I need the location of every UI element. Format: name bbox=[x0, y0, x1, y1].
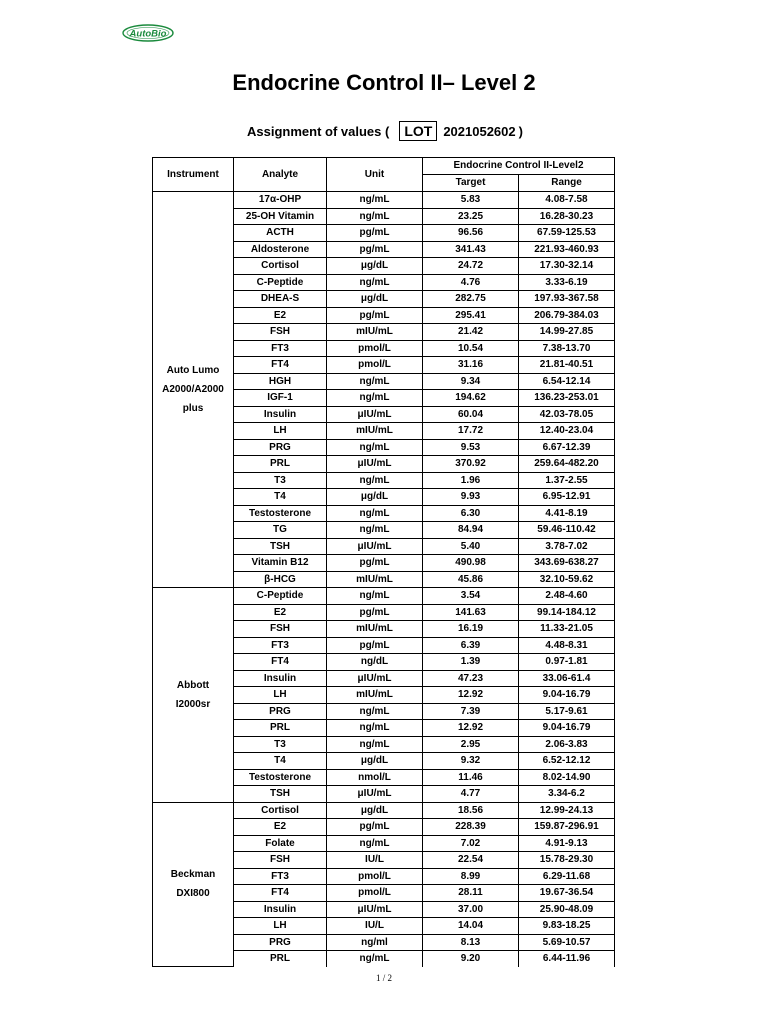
target-cell: 12.92 bbox=[423, 687, 519, 704]
range-cell: 4.48-8.31 bbox=[519, 637, 615, 654]
unit-cell: μg/dL bbox=[327, 291, 423, 308]
unit-cell: ng/mL bbox=[327, 505, 423, 522]
unit-cell: ng/mL bbox=[327, 720, 423, 737]
values-table-body bbox=[153, 192, 615, 967]
target-cell: 282.75 bbox=[423, 291, 519, 308]
unit-cell: pg/mL bbox=[327, 555, 423, 572]
analyte-cell: 25-OH Vitamin bbox=[234, 208, 327, 225]
range-cell: 59.46-110.42 bbox=[519, 522, 615, 539]
analyte-cell: FT3 bbox=[234, 637, 327, 654]
svg-text:AutoBio: AutoBio bbox=[129, 28, 167, 40]
target-cell: 16.19 bbox=[423, 621, 519, 638]
analyte-cell: ACTH bbox=[234, 225, 327, 242]
page-title: Endocrine Control II– Level 2 bbox=[232, 70, 536, 95]
unit-cell: μIU/mL bbox=[327, 538, 423, 555]
target-cell: 3.54 bbox=[423, 588, 519, 605]
unit-cell: mIU/mL bbox=[327, 687, 423, 704]
target-cell: 228.39 bbox=[423, 819, 519, 836]
header-control-level: Endocrine Control II-Level2 bbox=[423, 158, 615, 175]
unit-cell: pmol/L bbox=[327, 340, 423, 357]
analyte-cell: PRG bbox=[234, 934, 327, 951]
target-cell: 370.92 bbox=[423, 456, 519, 473]
range-cell: 4.08-7.58 bbox=[519, 192, 615, 209]
analyte-cell: 17α-OHP bbox=[234, 192, 327, 209]
range-cell: 1.37-2.55 bbox=[519, 472, 615, 489]
instrument-cell bbox=[153, 192, 234, 588]
header-instrument: Instrument bbox=[153, 158, 234, 192]
analyte-cell: Insulin bbox=[234, 670, 327, 687]
unit-cell: mIU/mL bbox=[327, 423, 423, 440]
range-cell: 19.67-36.54 bbox=[519, 885, 615, 902]
target-cell: 7.02 bbox=[423, 835, 519, 852]
target-cell: 8.99 bbox=[423, 868, 519, 885]
analyte-cell: T3 bbox=[234, 736, 327, 753]
unit-cell: ng/mL bbox=[327, 835, 423, 852]
range-cell: 12.40-23.04 bbox=[519, 423, 615, 440]
range-cell: 6.54-12.14 bbox=[519, 373, 615, 390]
header-unit: Unit bbox=[327, 158, 423, 192]
header-range: Range bbox=[519, 175, 615, 192]
unit-cell: IU/L bbox=[327, 852, 423, 869]
instrument-name-line: A2000/A2000 bbox=[162, 384, 224, 395]
analyte-cell: LH bbox=[234, 918, 327, 935]
range-cell: 14.99-27.85 bbox=[519, 324, 615, 341]
target-cell: 5.83 bbox=[423, 192, 519, 209]
target-cell: 9.53 bbox=[423, 439, 519, 456]
target-cell: 9.34 bbox=[423, 373, 519, 390]
range-cell: 15.78-29.30 bbox=[519, 852, 615, 869]
target-cell: 6.39 bbox=[423, 637, 519, 654]
unit-cell: μIU/mL bbox=[327, 456, 423, 473]
unit-cell: ng/mL bbox=[327, 951, 423, 967]
range-cell: 3.33-6.19 bbox=[519, 274, 615, 291]
unit-cell: pmol/L bbox=[327, 885, 423, 902]
unit-cell: pmol/L bbox=[327, 357, 423, 374]
analyte-cell: Aldosterone bbox=[234, 241, 327, 258]
range-cell: 16.28-30.23 bbox=[519, 208, 615, 225]
autobio-logo-graphic bbox=[122, 24, 174, 42]
target-cell: 194.62 bbox=[423, 390, 519, 407]
target-cell: 10.54 bbox=[423, 340, 519, 357]
analyte-cell: LH bbox=[234, 687, 327, 704]
unit-cell: ng/mL bbox=[327, 472, 423, 489]
range-cell: 3.78-7.02 bbox=[519, 538, 615, 555]
range-cell: 2.06-3.83 bbox=[519, 736, 615, 753]
unit-cell: ng/mL bbox=[327, 274, 423, 291]
values-table bbox=[152, 157, 615, 967]
autobio-logo bbox=[122, 24, 174, 42]
analyte-cell: T4 bbox=[234, 489, 327, 506]
analyte-cell: FSH bbox=[234, 324, 327, 341]
target-cell: 21.42 bbox=[423, 324, 519, 341]
analyte-cell: PRL bbox=[234, 951, 327, 967]
unit-cell: ng/mL bbox=[327, 439, 423, 456]
range-cell: 12.99-24.13 bbox=[519, 802, 615, 819]
range-cell: 33.06-61.4 bbox=[519, 670, 615, 687]
analyte-cell: C-Peptide bbox=[234, 274, 327, 291]
range-cell: 6.52-12.12 bbox=[519, 753, 615, 770]
target-cell: 60.04 bbox=[423, 406, 519, 423]
unit-cell: pg/mL bbox=[327, 241, 423, 258]
target-cell: 9.32 bbox=[423, 753, 519, 770]
range-cell: 9.04-16.79 bbox=[519, 720, 615, 737]
analyte-cell: PRL bbox=[234, 456, 327, 473]
range-cell: 343.69-638.27 bbox=[519, 555, 615, 572]
range-cell: 32.10-59.62 bbox=[519, 571, 615, 588]
range-cell: 2.48-4.60 bbox=[519, 588, 615, 605]
range-cell: 4.91-9.13 bbox=[519, 835, 615, 852]
range-cell: 6.44-11.96 bbox=[519, 951, 615, 967]
analyte-cell: FT4 bbox=[234, 885, 327, 902]
target-cell: 1.96 bbox=[423, 472, 519, 489]
range-cell: 11.33-21.05 bbox=[519, 621, 615, 638]
analyte-cell: FT4 bbox=[234, 357, 327, 374]
instrument-cell bbox=[153, 802, 234, 967]
analyte-cell: FSH bbox=[234, 852, 327, 869]
instrument-name-line: Auto Lumo bbox=[166, 365, 220, 376]
unit-cell: ng/mL bbox=[327, 192, 423, 209]
range-cell: 7.38-13.70 bbox=[519, 340, 615, 357]
header-target: Target bbox=[423, 175, 519, 192]
analyte-cell: PRL bbox=[234, 720, 327, 737]
target-cell: 22.54 bbox=[423, 852, 519, 869]
unit-cell: ng/mL bbox=[327, 208, 423, 225]
target-cell: 23.25 bbox=[423, 208, 519, 225]
unit-cell: mIU/mL bbox=[327, 621, 423, 638]
instrument-name-line: DXI800 bbox=[176, 888, 210, 900]
range-cell: 206.79-384.03 bbox=[519, 307, 615, 324]
target-cell: 8.13 bbox=[423, 934, 519, 951]
analyte-cell: Testosterone bbox=[234, 505, 327, 522]
range-cell: 0.97-1.81 bbox=[519, 654, 615, 671]
target-cell: 31.16 bbox=[423, 357, 519, 374]
range-cell: 25.90-48.09 bbox=[519, 901, 615, 918]
range-cell: 221.93-460.93 bbox=[519, 241, 615, 258]
target-cell: 295.41 bbox=[423, 307, 519, 324]
target-cell: 2.95 bbox=[423, 736, 519, 753]
target-cell: 1.39 bbox=[423, 654, 519, 671]
target-cell: 24.72 bbox=[423, 258, 519, 275]
unit-cell: ng/mL bbox=[327, 736, 423, 753]
unit-cell: ng/ml bbox=[327, 934, 423, 951]
target-cell: 45.86 bbox=[423, 571, 519, 588]
analyte-cell: E2 bbox=[234, 604, 327, 621]
analyte-cell: TSH bbox=[234, 538, 327, 555]
unit-cell: mIU/mL bbox=[327, 571, 423, 588]
range-cell: 6.67-12.39 bbox=[519, 439, 615, 456]
analyte-cell: IGF-1 bbox=[234, 390, 327, 407]
target-cell: 18.56 bbox=[423, 802, 519, 819]
table-row bbox=[153, 802, 615, 819]
instrument-name-line: plus bbox=[182, 403, 204, 414]
target-cell: 141.63 bbox=[423, 604, 519, 621]
unit-cell: pg/mL bbox=[327, 307, 423, 324]
target-cell: 490.98 bbox=[423, 555, 519, 572]
instrument-name-line: Beckman bbox=[170, 869, 216, 881]
target-cell: 96.56 bbox=[423, 225, 519, 242]
unit-cell: pmol/L bbox=[327, 868, 423, 885]
range-cell: 21.81-40.51 bbox=[519, 357, 615, 374]
unit-cell: μIU/mL bbox=[327, 901, 423, 918]
unit-cell: pg/mL bbox=[327, 225, 423, 242]
range-cell: 99.14-184.12 bbox=[519, 604, 615, 621]
analyte-cell: LH bbox=[234, 423, 327, 440]
unit-cell: μIU/mL bbox=[327, 786, 423, 803]
range-cell: 3.34-6.2 bbox=[519, 786, 615, 803]
range-cell: 42.03-78.05 bbox=[519, 406, 615, 423]
analyte-cell: FT3 bbox=[234, 868, 327, 885]
analyte-cell: FT3 bbox=[234, 340, 327, 357]
target-cell: 4.77 bbox=[423, 786, 519, 803]
target-cell: 37.00 bbox=[423, 901, 519, 918]
unit-cell: μIU/mL bbox=[327, 670, 423, 687]
range-cell: 6.95-12.91 bbox=[519, 489, 615, 506]
unit-cell: pg/mL bbox=[327, 604, 423, 621]
analyte-cell: Insulin bbox=[234, 406, 327, 423]
instrument-name-line: Abbott bbox=[176, 679, 210, 691]
target-cell: 5.40 bbox=[423, 538, 519, 555]
range-cell: 197.93-367.58 bbox=[519, 291, 615, 308]
target-cell: 6.30 bbox=[423, 505, 519, 522]
unit-cell: ng/dL bbox=[327, 654, 423, 671]
target-cell: 47.23 bbox=[423, 670, 519, 687]
unit-cell: nmol/L bbox=[327, 769, 423, 786]
analyte-cell: Vitamin B12 bbox=[234, 555, 327, 572]
instrument-cell bbox=[153, 588, 234, 803]
analyte-cell: Cortisol bbox=[234, 258, 327, 275]
analyte-cell: FT4 bbox=[234, 654, 327, 671]
analyte-cell: Cortisol bbox=[234, 802, 327, 819]
target-cell: 12.92 bbox=[423, 720, 519, 737]
analyte-cell: E2 bbox=[234, 307, 327, 324]
unit-cell: ng/mL bbox=[327, 522, 423, 539]
analyte-cell: PRG bbox=[234, 439, 327, 456]
lot-label: LOT bbox=[399, 121, 437, 141]
unit-cell: μIU/mL bbox=[327, 406, 423, 423]
target-cell: 17.72 bbox=[423, 423, 519, 440]
analyte-cell: HGH bbox=[234, 373, 327, 390]
range-cell: 259.64-482.20 bbox=[519, 456, 615, 473]
range-cell: 4.41-8.19 bbox=[519, 505, 615, 522]
analyte-cell: Testosterone bbox=[234, 769, 327, 786]
range-cell: 136.23-253.01 bbox=[519, 390, 615, 407]
unit-cell: μg/dL bbox=[327, 489, 423, 506]
analyte-cell: β-HCG bbox=[234, 571, 327, 588]
unit-cell: μg/dL bbox=[327, 802, 423, 819]
unit-cell: pg/mL bbox=[327, 637, 423, 654]
header-analyte: Analyte bbox=[234, 158, 327, 192]
unit-cell: pg/mL bbox=[327, 819, 423, 836]
target-cell: 28.11 bbox=[423, 885, 519, 902]
target-cell: 11.46 bbox=[423, 769, 519, 786]
table-row bbox=[153, 588, 615, 605]
analyte-cell: TSH bbox=[234, 786, 327, 803]
assignment-suffix: ) bbox=[518, 123, 523, 139]
assignment-line bbox=[247, 120, 523, 142]
target-cell: 9.93 bbox=[423, 489, 519, 506]
analyte-cell: TG bbox=[234, 522, 327, 539]
lot-number: 2021052602 bbox=[443, 123, 516, 139]
analyte-cell: DHEA-S bbox=[234, 291, 327, 308]
analyte-cell: C-Peptide bbox=[234, 588, 327, 605]
unit-cell: ng/mL bbox=[327, 390, 423, 407]
unit-cell: μg/dL bbox=[327, 258, 423, 275]
range-cell: 6.29-11.68 bbox=[519, 868, 615, 885]
range-cell: 8.02-14.90 bbox=[519, 769, 615, 786]
table-row bbox=[153, 192, 615, 209]
unit-cell: ng/mL bbox=[327, 373, 423, 390]
range-cell: 5.69-10.57 bbox=[519, 934, 615, 951]
range-cell: 67.59-125.53 bbox=[519, 225, 615, 242]
unit-cell: μg/dL bbox=[327, 753, 423, 770]
instrument-name-line: I2000sr bbox=[175, 698, 211, 710]
unit-cell: ng/mL bbox=[327, 703, 423, 720]
range-cell: 5.17-9.61 bbox=[519, 703, 615, 720]
unit-cell: IU/L bbox=[327, 918, 423, 935]
analyte-cell: E2 bbox=[234, 819, 327, 836]
target-cell: 341.43 bbox=[423, 241, 519, 258]
analyte-cell: Insulin bbox=[234, 901, 327, 918]
range-cell: 17.30-32.14 bbox=[519, 258, 615, 275]
unit-cell: mIU/mL bbox=[327, 324, 423, 341]
analyte-cell: T4 bbox=[234, 753, 327, 770]
unit-cell: ng/mL bbox=[327, 588, 423, 605]
target-cell: 14.04 bbox=[423, 918, 519, 935]
target-cell: 7.39 bbox=[423, 703, 519, 720]
range-cell: 9.04-16.79 bbox=[519, 687, 615, 704]
range-cell: 159.87-296.91 bbox=[519, 819, 615, 836]
analyte-cell: FSH bbox=[234, 621, 327, 638]
page-number: 1 / 2 bbox=[375, 973, 392, 983]
target-cell: 84.94 bbox=[423, 522, 519, 539]
analyte-cell: T3 bbox=[234, 472, 327, 489]
target-cell: 9.20 bbox=[423, 951, 519, 967]
range-cell: 9.83-18.25 bbox=[519, 918, 615, 935]
target-cell: 4.76 bbox=[423, 274, 519, 291]
assignment-prefix: Assignment of values ( bbox=[247, 123, 390, 139]
analyte-cell: PRG bbox=[234, 703, 327, 720]
analyte-cell: Folate bbox=[234, 835, 327, 852]
